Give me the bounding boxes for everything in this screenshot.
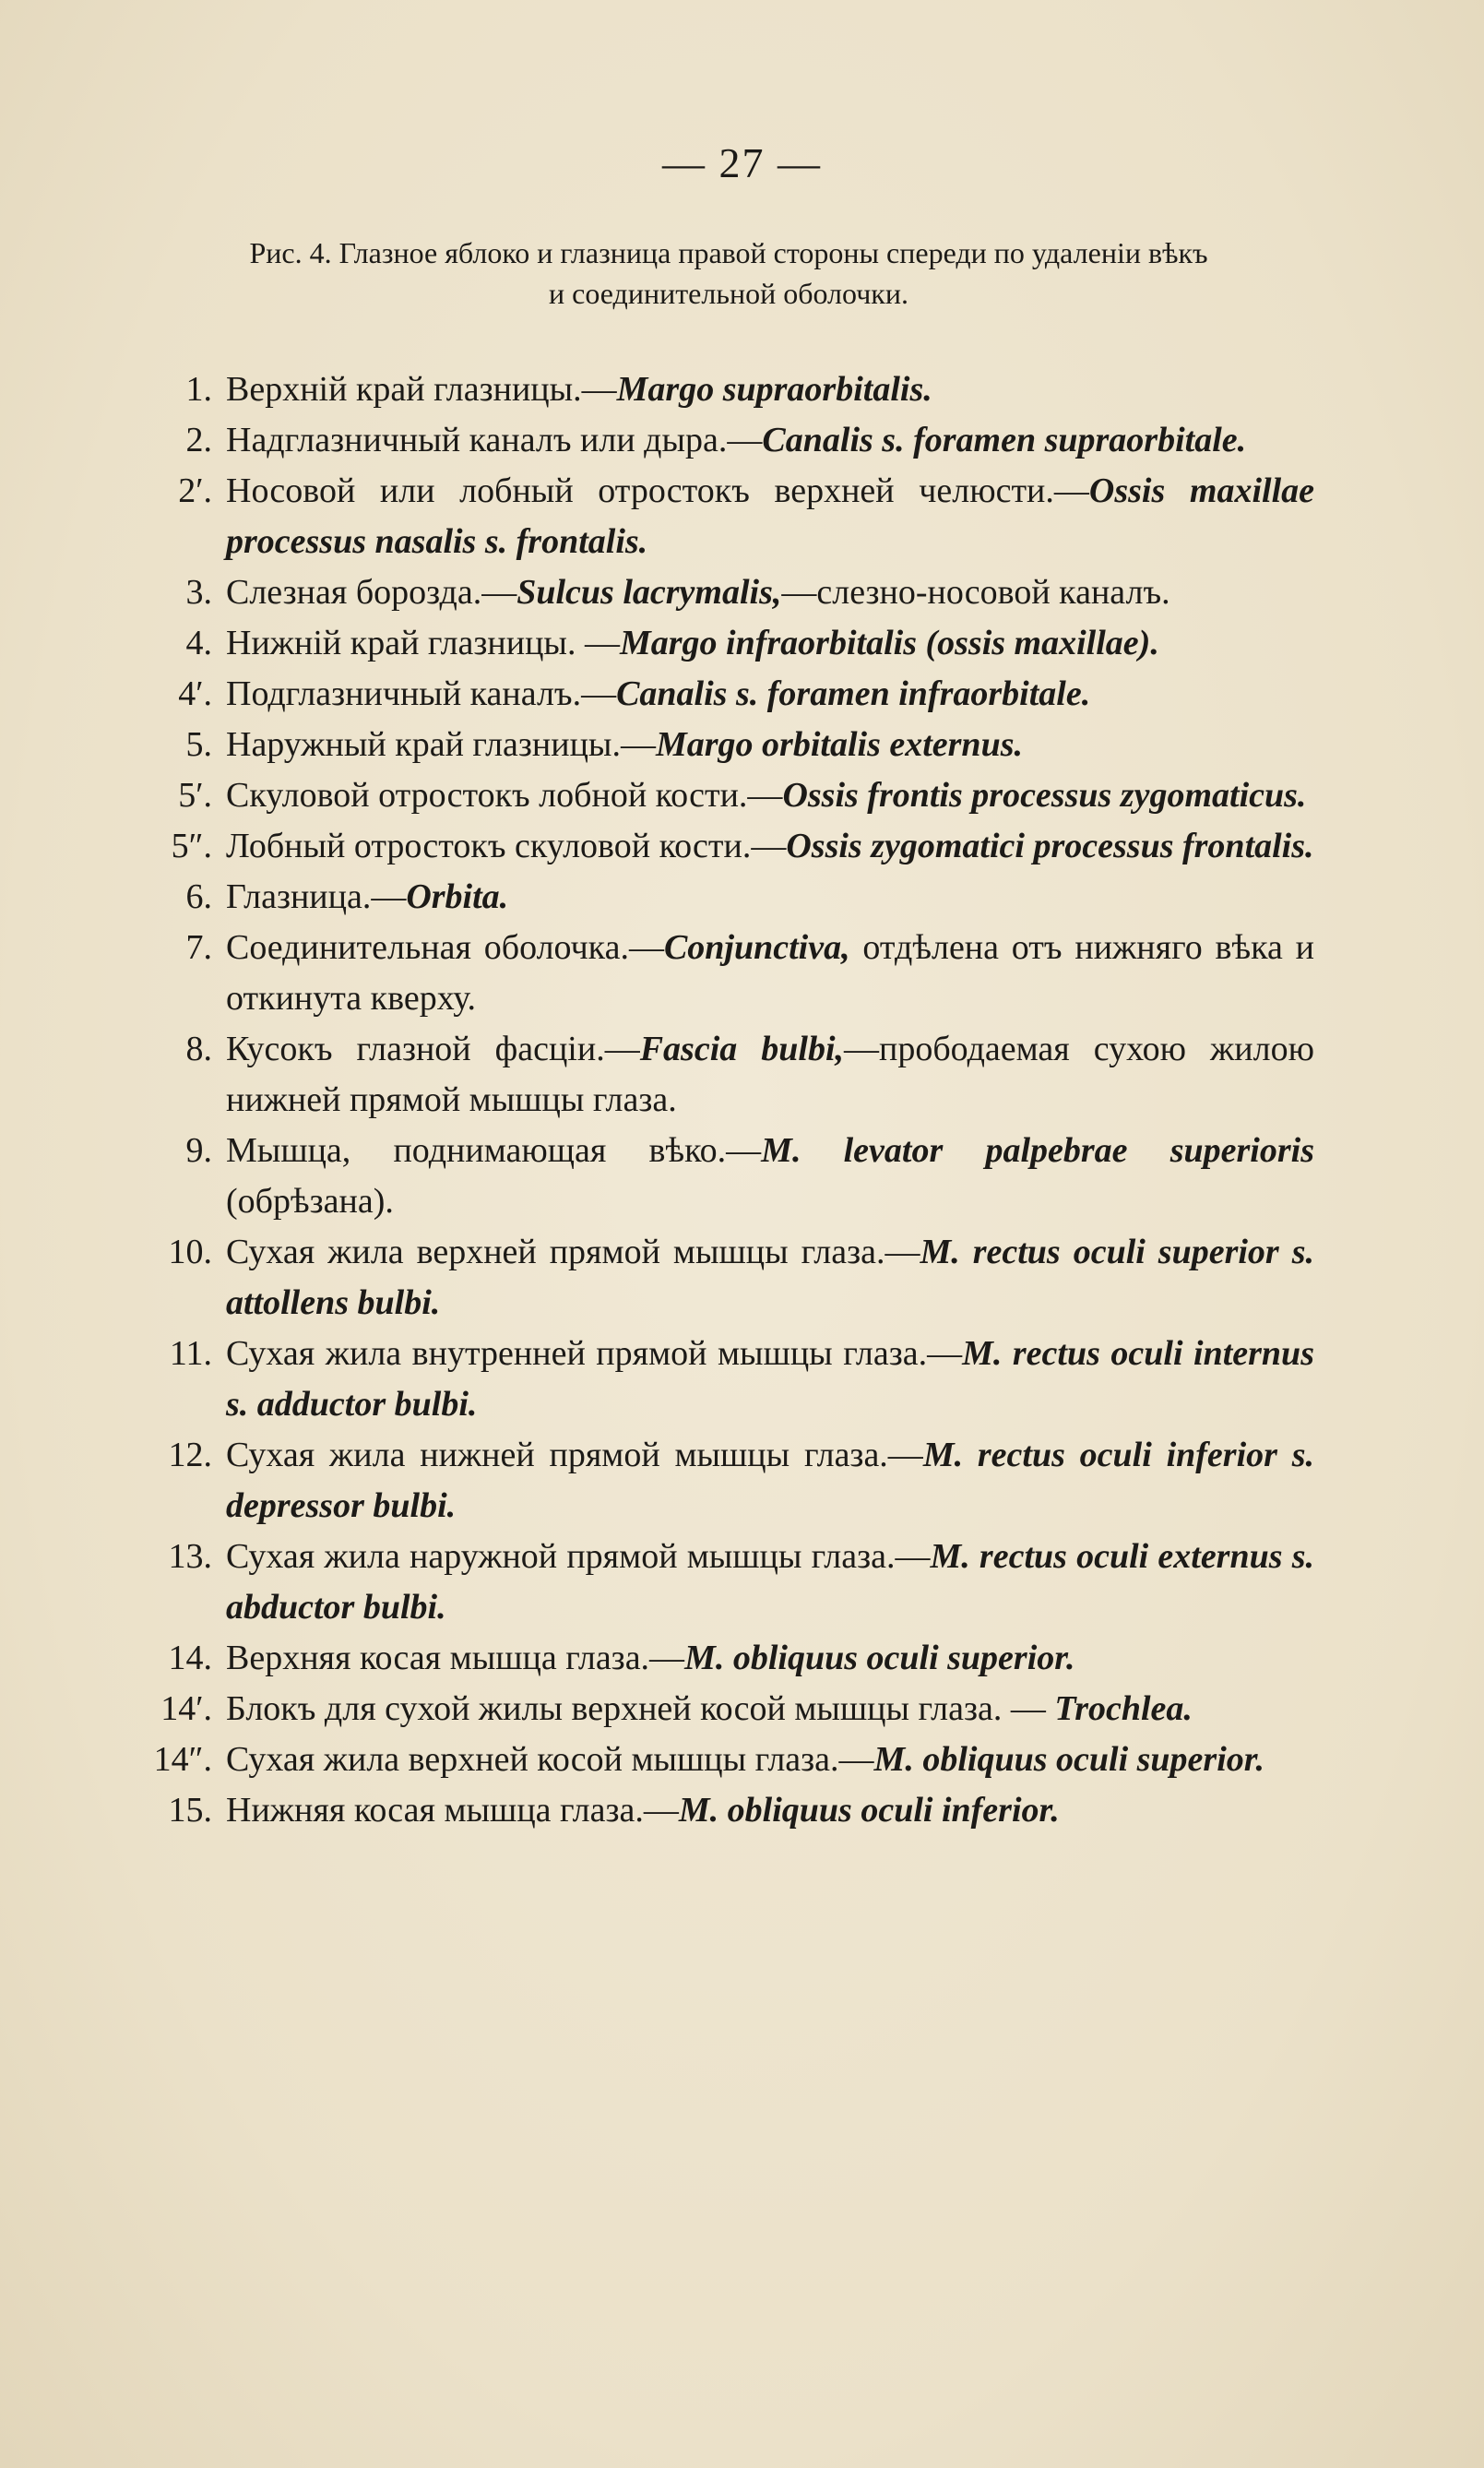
entry-number: 9. [185, 1131, 212, 1170]
entry-russian-text: Лобный отростокъ скуловой кости.— [226, 827, 787, 865]
legend-entry [138, 923, 1314, 1024]
entry-latin-term: Ossis frontis processus zygomaticus. [782, 776, 1307, 815]
entry-latin-term: Margo infraorbitalis (ossis maxillae). [619, 624, 1159, 662]
legend-entry [138, 821, 1314, 872]
legend-entry [138, 466, 1314, 567]
entry-russian-text: Наружный край глазницы.— [226, 725, 656, 764]
entry-latin-term: M. levator palpebrae superioris [761, 1131, 1314, 1170]
entry-russian-text: Нижній край глазницы. — [226, 624, 620, 662]
entry-latin-term: M. obliquus oculi superior. [684, 1639, 1075, 1677]
page-number: — 27 — [662, 139, 822, 186]
figure-caption [138, 232, 1319, 314]
entry-number: 5′. [178, 776, 212, 815]
legend-entry [138, 364, 1314, 415]
legend-list [138, 364, 1314, 1836]
entry-russian-text: Нижняя косая мышца глаза.— [226, 1791, 679, 1830]
legend-entry [138, 770, 1314, 821]
entry-number: 14′. [160, 1689, 212, 1728]
entry-latin-term: M. rectus oculi inferior s. depressor bulbi. [226, 1436, 1314, 1525]
legend-entry [138, 1329, 1314, 1430]
entry-number: 1. [185, 370, 212, 409]
entry-latin-term: M. rectus oculi externus s. abductor bulbi. [226, 1537, 1314, 1627]
entry-number: 14″. [153, 1740, 212, 1779]
entry-number: 15. [168, 1791, 212, 1830]
caption-line-2: и соединительной оболочки. [549, 277, 908, 310]
entry-russian-text: Слезная борозда.— [226, 573, 517, 612]
entry-number: 4′. [178, 674, 212, 713]
legend-entry [138, 415, 1314, 466]
legend-entry [138, 669, 1314, 720]
entry-russian-text: Глазница.— [226, 877, 407, 916]
caption-line-1: Рис. 4. Глазное яблоко и глазница правой стороны спереди по удаленіи вѣкъ [249, 236, 1208, 269]
entry-latin-term: Canalis s. foramen infraorbitale. [616, 674, 1091, 713]
entry-number: 5. [185, 725, 212, 764]
entry-russian-text: Кусокъ глазной фасціи.— [226, 1030, 640, 1068]
entry-number: 6. [185, 877, 212, 916]
entry-latin-term: Sulcus lacrymalis, [516, 573, 782, 612]
entry-latin-term: M. rectus oculi superior s. attollens bulbi. [226, 1233, 1314, 1322]
entry-latin-term: M. obliquus oculi inferior. [678, 1791, 1060, 1830]
entry-latin-term: M. rectus oculi internus s. adductor bulbi. [226, 1334, 1314, 1424]
legend-entry [138, 1126, 1314, 1227]
legend-entry [138, 567, 1314, 618]
entry-number: 14. [168, 1639, 212, 1677]
entry-number: 12. [168, 1436, 212, 1474]
entry-number: 10. [168, 1233, 212, 1271]
entry-russian-text: Носовой или лобный отростокъ верхней челюсти.— [226, 471, 1089, 510]
legend-entry [138, 1532, 1314, 1633]
entry-number: 5″. [171, 827, 212, 865]
legend-entry [138, 1785, 1314, 1836]
entry-latin-term: Fascia bulbi, [639, 1030, 844, 1068]
entry-russian-text: Сухая жила внутренней прямой мышцы глаза.— [226, 1334, 963, 1373]
entry-russian-text: Блокъ для сухой жилы верхней косой мышцы глаза. — [226, 1689, 1055, 1728]
legend-entry [138, 1227, 1314, 1329]
legend-entry [138, 720, 1314, 770]
entry-tail-text: —прободаемая сухою жилою нижней прямой мышцы глаза. [226, 1030, 1314, 1119]
legend-entry [138, 618, 1314, 669]
entry-number: 4. [185, 624, 212, 662]
entry-number: 11. [169, 1334, 212, 1373]
entry-latin-term: Margo supraorbitalis. [616, 370, 932, 409]
entry-tail-text: —слезно-носовой каналъ. [781, 573, 1170, 612]
entry-latin-term: Margo orbitalis externus. [655, 725, 1023, 764]
entry-russian-text: Сухая жила верхней прямой мышцы глаза.— [226, 1233, 920, 1271]
legend-entry [138, 1684, 1314, 1735]
entry-latin-term: M. obliquus oculi superior. [873, 1740, 1264, 1779]
entry-tail-text: (обрѣзана). [226, 1182, 394, 1221]
entry-latin-term: Ossis zygomatici processus frontalis. [786, 827, 1314, 865]
entry-russian-text: Сухая жила нижней прямой мышцы глаза.— [226, 1436, 923, 1474]
entry-russian-text: Мышца, поднимающая вѣко.— [226, 1131, 762, 1170]
entry-number: 2′. [178, 471, 212, 510]
entry-number: 7. [185, 928, 212, 967]
entry-russian-text: Верхняя косая мышца глаза.— [226, 1639, 685, 1677]
entry-russian-text: Сухая жила наружной прямой мышцы глаза.— [226, 1537, 931, 1576]
entry-number: 13. [168, 1537, 212, 1576]
legend-entry [138, 872, 1314, 923]
entry-latin-term: Trochlea. [1054, 1689, 1193, 1728]
entry-russian-text: Скуловой отростокъ лобной кости.— [226, 776, 783, 815]
entry-number: 8. [185, 1030, 212, 1068]
entry-number: 2. [185, 421, 212, 459]
entry-russian-text: Сухая жила верхней косой мышцы глаза.— [226, 1740, 874, 1779]
entry-latin-term: Orbita. [406, 877, 509, 916]
entry-latin-term: Conjunctiva, [663, 928, 850, 967]
legend-entry [138, 1735, 1314, 1785]
entry-russian-text: Соединительная оболочка.— [226, 928, 664, 967]
entry-tail-text: отдѣлена отъ нижняго вѣка и откинута кверху. [226, 928, 1315, 1018]
entry-latin-term: Canalis s. foramen supraorbitale. [762, 421, 1247, 459]
entry-russian-text: Верхній край глазницы.— [226, 370, 617, 409]
legend-entry [138, 1633, 1314, 1684]
entry-latin-term: Ossis maxillae processus nasalis s. frontalis. [226, 471, 1314, 561]
entry-number: 3. [185, 573, 212, 612]
legend-entry [138, 1430, 1314, 1532]
entry-russian-text: Подглазничный каналъ.— [226, 674, 617, 713]
legend-entry [138, 1024, 1314, 1126]
entry-russian-text: Надглазничный каналъ или дыра.— [226, 421, 763, 459]
